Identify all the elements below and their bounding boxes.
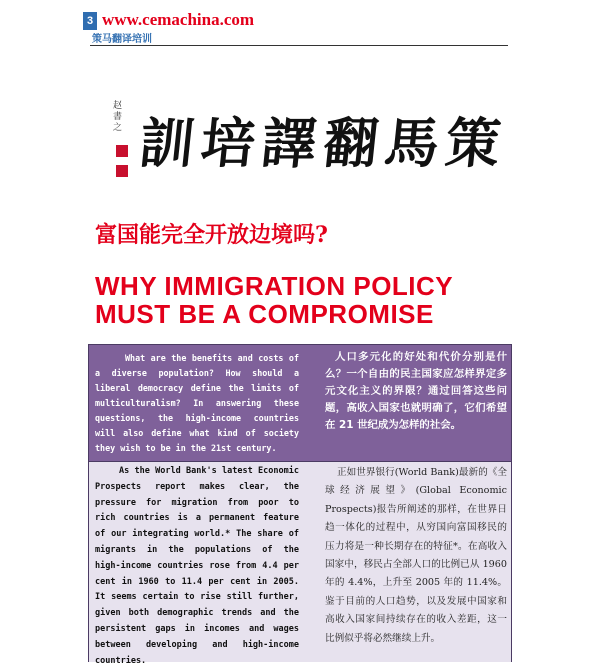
calligraphy-char: 馬 [381,110,443,175]
chinese-title: 富国能完全开放边境吗? [95,222,328,248]
intro-chinese-text: 人口多元化的好处和代价分别是什么？一个自由的民主国家应怎样界定多元文化主义的界限？通过回答这些问题，高收入国家也就明确了，它们希望在 21 世纪成为怎样的社会。 [325,351,507,431]
red-seal-stamp [116,145,128,157]
calligraphy-char: 策 [442,110,504,175]
intro-english-text: What are the benefits and costs of a diverse population? How should a liberal democracy define the limits of multiculturalism? In answering these questions, the high-income countries will also define what kind of society they wish to be in the 21st century. [95,353,299,453]
body-chinese-text: 正如世界银行(World Bank)最新的《全球经济展望》(Global Economic Prospects)报告所阐述的那样，在世界日趋一体化的过程中，从穷国向富国移民的压力将是一种长期存在的特征*。在高收入国家中，移民占全部人口的比例已从 1960 年的 4.4%，上升至 2005 年的 11.4%。鉴于目前的人口趋势，以及发展中国家和高收入国家间持续存在的收入差距，这一比例似乎将必然继续上升。 [325,467,507,644]
brand-subtitle: 策马翻译培训 [92,34,152,45]
calligraphy-char: 翻 [320,110,381,175]
calligraphy-signature: 赵書之 [113,101,123,133]
body-panel [88,462,512,666]
page-number: 3 [83,12,97,30]
calligraphy-banner [100,95,504,190]
header-divider [90,45,508,46]
site-url[interactable]: www.cemachina.com [102,10,255,29]
body-english-text: As the World Bank's latest Economic Prospects report makes clear, the pressure for migration from poor to rich countries is a permanent feature of our integrating world.* The share of migrants in the populations of the high-income countries rose from 4.4 per cent in 1960 to 11.4 per cent in 2005. It seems certain to rise still further, given both demographic trends and the persistent gaps in incomes and wages between developing and high-income countries. [95,466,299,666]
red-seal-stamp [116,165,128,177]
calligraphy-char: 譯 [259,110,320,175]
intro-panel [88,344,512,462]
calligraphy-characters [136,95,504,190]
english-title: WHY IMMIGRATION POLICY MUST BE A COMPROMISE [95,271,453,329]
calligraphy-char: 訓 [136,110,198,175]
calligraphy-char: 培 [197,110,259,175]
